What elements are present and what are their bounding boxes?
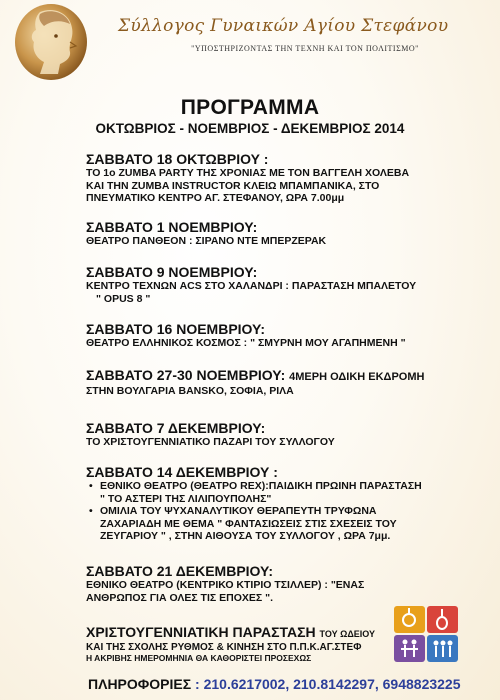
event-line: ΤΟ 1ο ZUMBA PARTY ΤΗΣ ΧΡΟΝΙΑΣ ΜΕ ΤΟΝ ΒΑΓΓΕΛΗ ΧΟΛΕΒΑ (86, 167, 410, 179)
bullet-icon: • (89, 480, 93, 492)
event-line: " OPUS 8 " (96, 292, 151, 305)
event-nov-1 (86, 219, 498, 248)
event-line: " ΤΟ ΑΣΤΕΡΙ ΤΗΣ ΛΙΛΙΠΟΥΠΟΛΗΣ" (100, 492, 272, 505)
christmas-title-text: ΧΡΙΣΤΟΥΓΕΝΝΙΑΤΙΚΗ ΠΑΡΑΣΤΑΣΗ (86, 624, 316, 640)
event-date: ΣΑΒΒΑΤΟ 16 ΝΟΕΜΒΡΙΟΥ: (86, 321, 266, 337)
event-oct-18 (86, 151, 498, 205)
bullet-item (86, 505, 498, 543)
musical-instruments-icon (394, 606, 425, 633)
conservatory-logo (394, 606, 464, 666)
event-nov-16 (86, 321, 498, 350)
club-name: Σύλλογος Γυναικών Αγίου Στεφάνου (118, 16, 449, 36)
bullet-item (86, 480, 498, 505)
christmas-line: ΚΑΙ ΤΗΣ ΣΧΟΛΗΣ ΡΥΘΜΟΣ & ΚΙΝΗΣΗ ΣΤΟ Π.Π.Κ.ΑΓ.ΣΤΕΦ (86, 642, 362, 653)
greek-goddess-profile-icon (10, 2, 92, 82)
event-date: ΣΑΒΒΑΤΟ 14 ΔΕΚΕΜΒΡΙΟΥ : (86, 464, 278, 480)
event-nov-9 (86, 264, 498, 305)
event-line: ΘΕΑΤΡΟ ΕΛΛΗΝΙΚΟΣ ΚΟΣΜΟΣ : " ΣΜΥΡΝΗ ΜΟΥ ΑΓΑΠΗΜΕΝΗ " (86, 337, 406, 349)
header (0, 0, 500, 80)
event-inline-text: 4ΜΕΡΗ ΟΔΙΚΗ ΕΚΔΡΟΜΗ (289, 371, 425, 383)
event-date: ΣΑΒΒΑΤΟ 21 ΔΕΚΕΜΒΡΙΟΥ: (86, 563, 274, 579)
event-nov-27-30 (86, 367, 498, 398)
event-line: ΚΕΝΤΡΟ ΤΕΧΝΩΝ ACS ΣΤΟ ΧΑΛΑΝΔΡΙ : ΠΑΡΑΣΤΑΣΗ ΜΠΑΛΕΤΟΥ (86, 280, 417, 292)
christmas-title (86, 624, 396, 642)
christmas-note: Η ΑΚΡΙΒΗΣ ΗΜΕΡΟΜΗΝΙΑ ΘΑ ΚΑΘΟΡΙΣΤΕΙ ΠΡΟΣΕΧΩΣ (86, 653, 312, 663)
event-date: ΣΑΒΒΑΤΟ 18 ΟΚΤΩΒΡΙΟΥ : (86, 151, 269, 167)
event-dec-14 (86, 464, 498, 543)
program-title: ΠΡΟΓΡΑΜΜΑ (180, 96, 320, 119)
event-date: ΣΑΒΒΑΤΟ 7 ΔΕΚΕΜΒΡΙΟΥ: (86, 420, 266, 436)
event-line: ΣΤΗΝ ΒΟΥΛΓΑΡΙΑ BANSKO, ΣΟΦΙΑ, ΡΙΛΑ (86, 385, 294, 397)
christmas-title-small: ΤΟΥ ΩΔΕΙΟΥ (319, 629, 376, 639)
club-slogan: "ΥΠΟΣΤΗΡΙΖΟΝΤΑΣ ΤΗΝ ΤΕΧΝΗ ΚΑΙ ΤΟΝ ΠΟΛΙΤΙΣΜΟ" (191, 44, 419, 53)
event-line: ΕΘΝΙΚΟ ΘΕΑΤΡΟ (ΚΕΝΤΡΙΚΟ ΚΤΙΡΙΟ ΤΣΙΛΛΕΡ) : "ΕΝΑΣ (86, 579, 365, 591)
event-line: ΘΕΑΤΡΟ ΠΑΝΘΕΟΝ : ΣΙΡΑΝΟ ΝΤΕ ΜΠΕΡΖΕΡΑΚ (86, 235, 327, 247)
event-line: ΟΜΙΛΙΑ ΤΟΥ ΨΥΧΑΝΑΛΥΤΙΚΟΥ ΘΕΡΑΠΕΥΤΗ ΤΡΥΦΩΝΑ (100, 505, 377, 517)
event-date: ΣΑΒΒΑΤΟ 9 ΝΟΕΜΒΡΙΟΥ: (86, 264, 258, 280)
event-date: ΣΑΒΒΑΤΟ 1 ΝΟΕΜΒΡΙΟΥ: (86, 219, 258, 235)
info-phones: : 210.6217002, 210.8142297, 6948823225 (195, 676, 461, 692)
event-line: ΤΟ ΧΡΙΣΤΟΥΓΕΝΝΙΑΤΙΚΟ ΠΑΖΑΡΙ ΤΟΥ ΣΥΛΛΟΓΟΥ (86, 436, 335, 448)
band-icon (427, 635, 458, 662)
event-dec-21 (86, 563, 498, 604)
event-date (86, 367, 498, 385)
program-months: ΟΚΤΩΒΡΙΟΣ - ΝΟΕΜΒΡΙΟΣ - ΔΕΚΕΜΒΡΙΟΣ 2014 (95, 121, 405, 136)
event-line: ΚΑΙ ΤΗΝ ZUMBA INSTRUCTOR ΚΛΕΙΩ ΜΠΑΜΠΑΝΙΚΑ, ΣΤΟ (86, 179, 380, 192)
violin-icon (427, 606, 458, 633)
info-footer (88, 676, 498, 692)
event-line: ΕΘΝΙΚΟ ΘΕΑΤΡΟ (ΘΕΑΤΡΟ REX):ΠΑΙΔΙΚΗ ΠΡΩΙΝΗ ΠΑΡΑΣΤΑΣΗ (100, 480, 422, 492)
info-label: ΠΛΗΡΟΦΟΡΙΕΣ (88, 676, 192, 692)
event-line: ΖΑΧΑΡΙΑΔΗ ΜΕ ΘΕΜΑ " ΦΑΝΤΑΣΙΩΣΕΙΣ ΣΤΙΣ ΣΧΕΣΕΙΣ ΤΟΥ (100, 517, 397, 530)
bullet-icon: • (89, 505, 93, 517)
christmas-show (86, 624, 396, 663)
event-dec-7 (86, 420, 498, 449)
event-line: ΠΝΕΥΜΑΤΙΚΟ ΚΕΝΤΡΟ ΑΓ. ΣΤΕΦΑΝΟΥ, ΩΡΑ 7.00μμ (86, 192, 345, 204)
event-line: ΑΝΘΡΩΠΟΣ ΓΙΑ ΟΛΕΣ ΤΙΣ ΕΠΟΧΕΣ ". (86, 591, 273, 604)
event-date-text: ΣΑΒΒΑΤΟ 27-30 ΝΟΕΜΒΡΙΟΥ: (86, 367, 286, 383)
dancers-icon (394, 635, 425, 662)
event-line: ΖΕΥΓΑΡΙΟΥ " , ΣΤΗΝ ΑΙΘΟΥΣΑ ΤΟΥ ΣΥΛΛΟΓΟΥ , ΩΡΑ 7μμ. (100, 530, 391, 542)
